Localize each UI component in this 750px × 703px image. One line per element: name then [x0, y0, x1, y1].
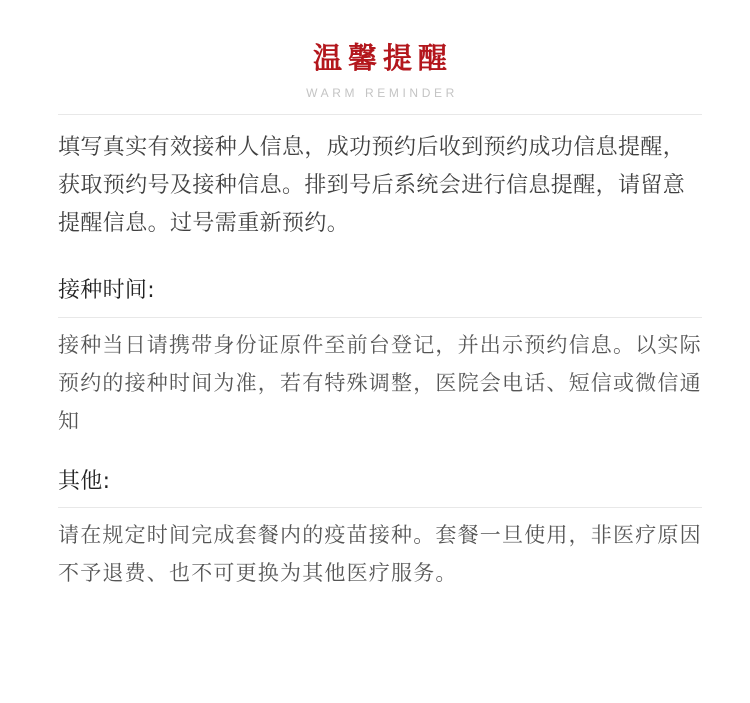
intro-text: 填写真实有效接种人信息，成功预约后收到预约成功信息提醒，获取预约号及接种信息。排到号后系统会进行信息提醒，请留意提醒信息。过号需重新预约。 — [58, 135, 686, 236]
section-body-vaccination-time: 接种当日请携带身份证原件至前台登记，并出示预约信息。以实际预约的接种时间为准，若有特殊调整，医院会电话、短信或微信通知 — [58, 333, 702, 433]
divider — [58, 114, 702, 115]
section-title-vaccination-time: 接种时间: — [58, 278, 155, 303]
page-subtitle: WARM REMINDER — [306, 86, 458, 100]
section-title-other: 其他: — [58, 469, 111, 494]
divider — [58, 507, 702, 508]
section-body-other: 请在规定时间完成套餐内的疫苗接种。套餐一旦使用，非医疗原因不予退费、也不可更换为其他医疗服务。 — [58, 523, 702, 585]
warm-reminder-page — [0, 40, 750, 703]
divider — [58, 317, 702, 318]
page-title: 温馨提醒 — [312, 41, 453, 75]
